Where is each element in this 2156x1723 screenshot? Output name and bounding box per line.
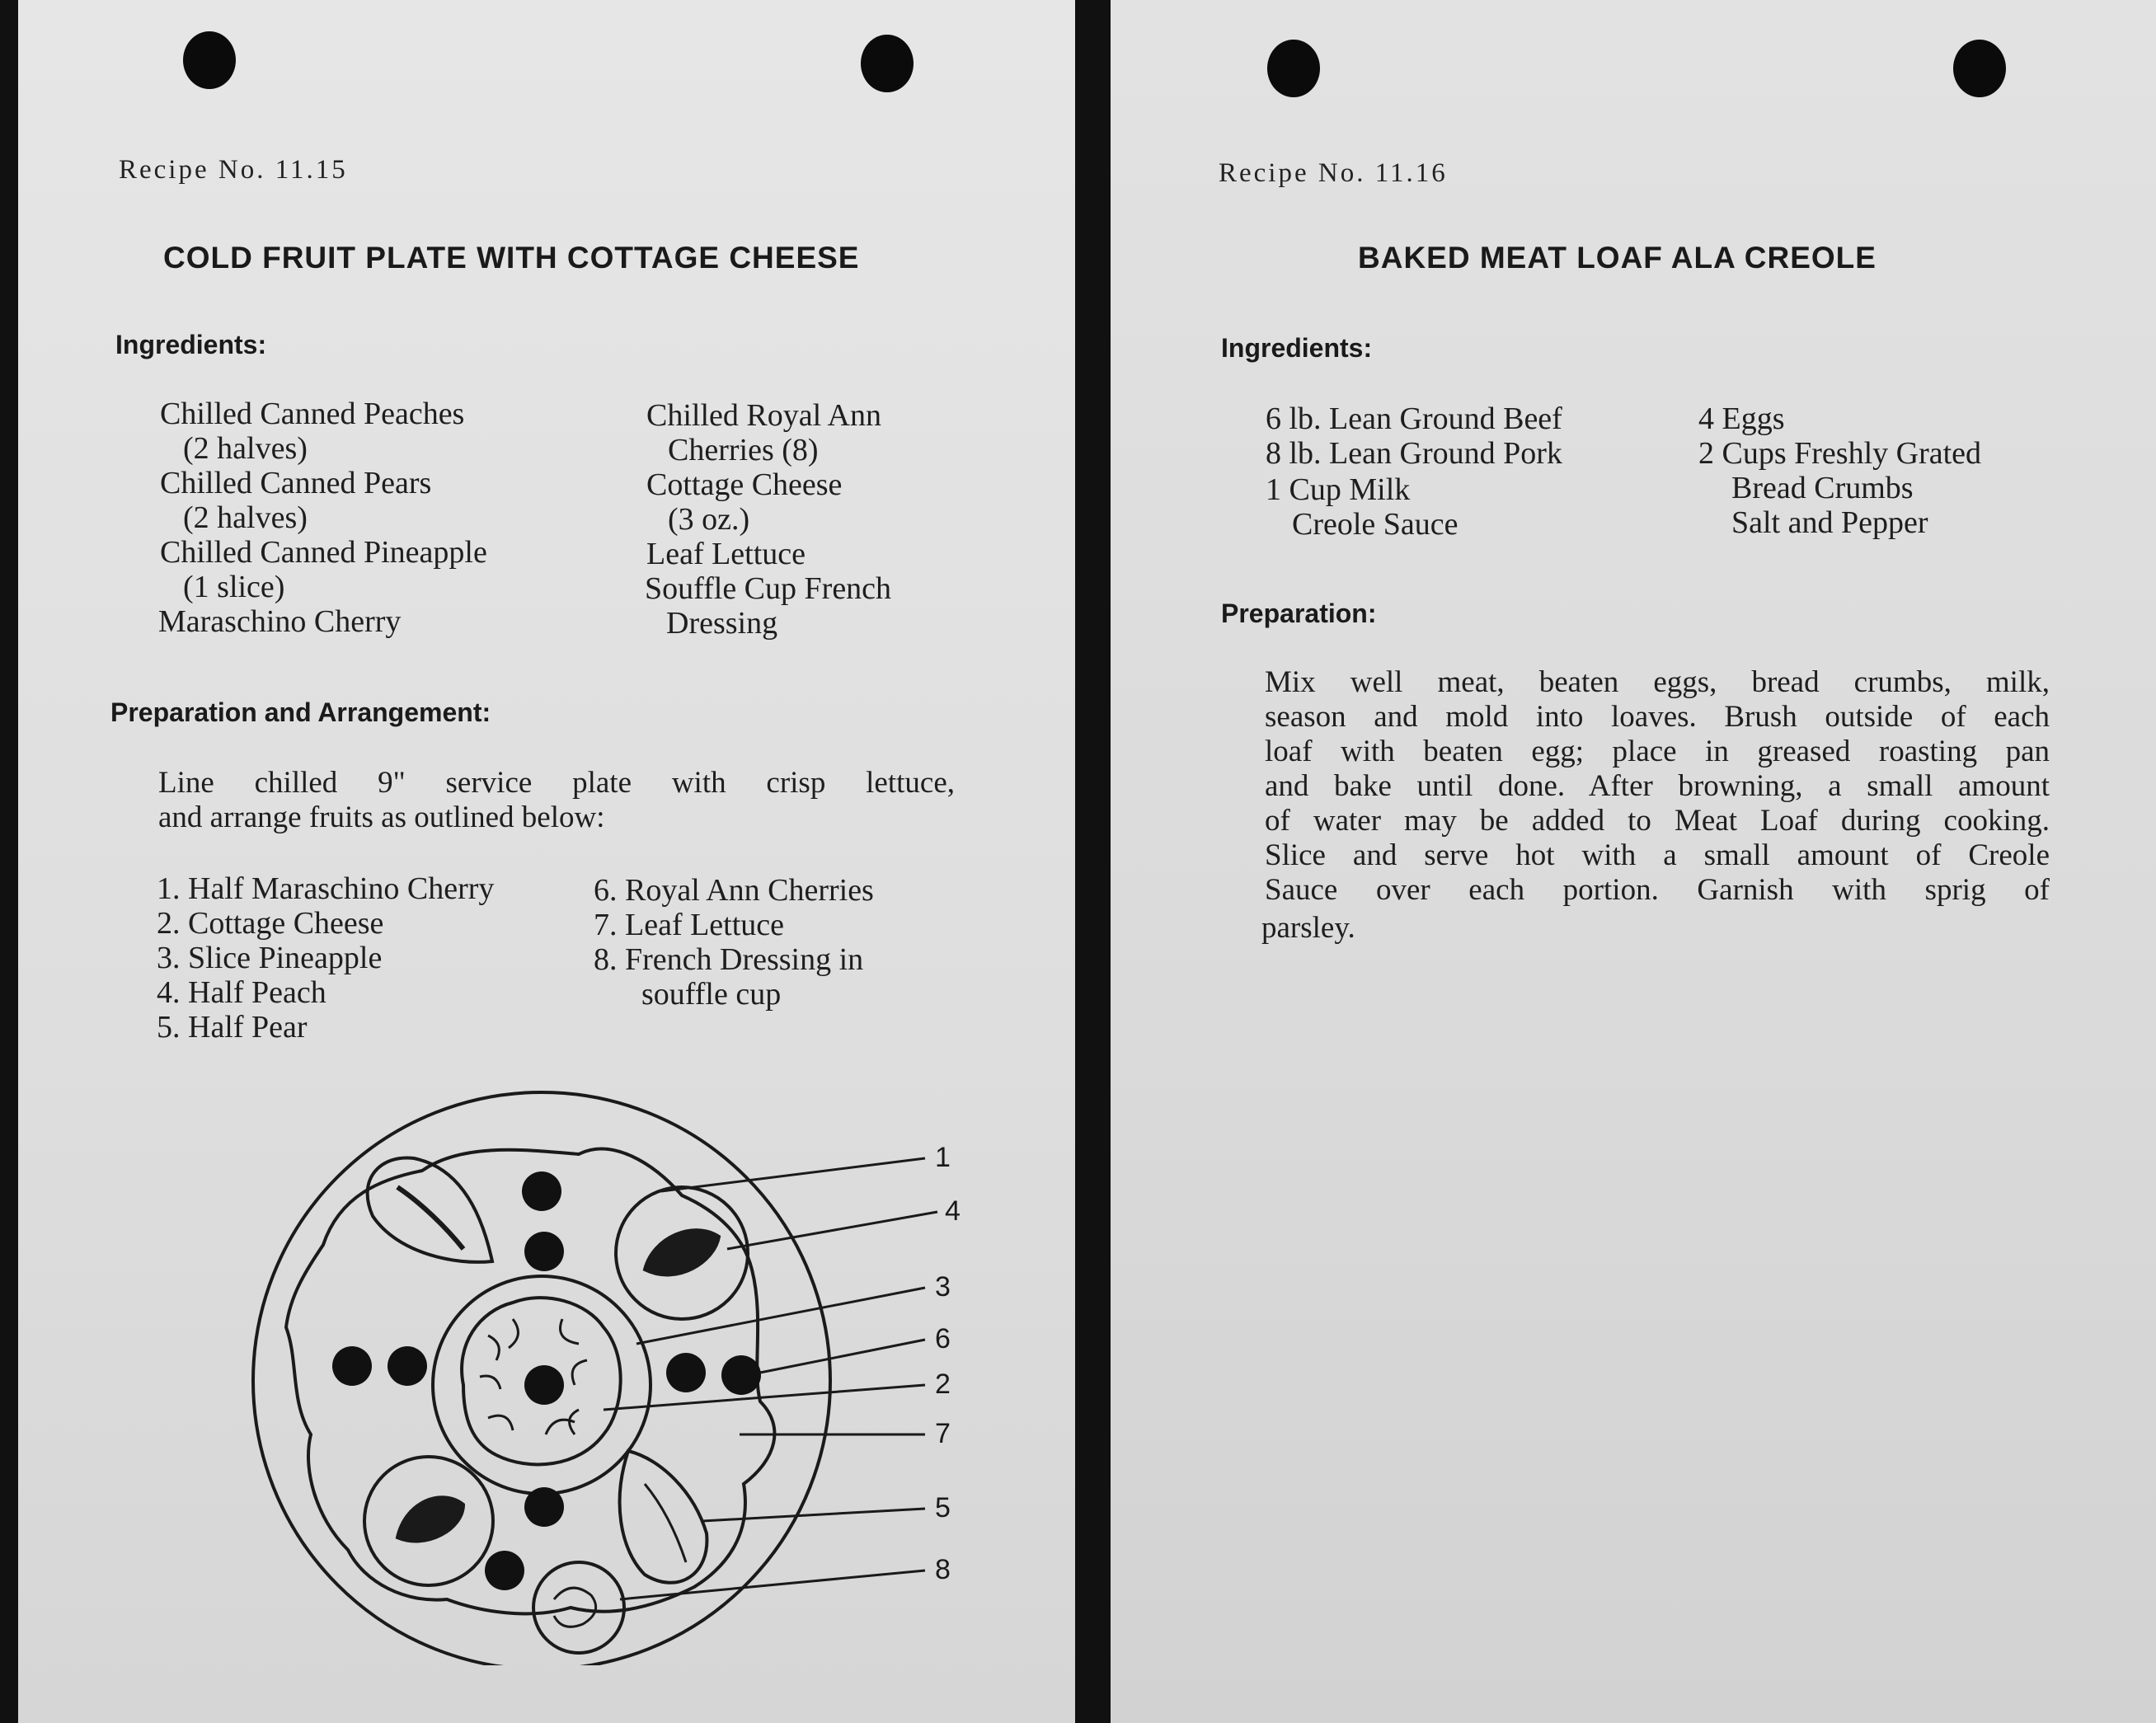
- ingredient-line: (1 slice): [183, 570, 285, 604]
- recipe-number: Recipe No. 11.16: [1219, 158, 1448, 188]
- plate-arrangement-diagram: [216, 1072, 975, 1665]
- ingredient-line: Bread Crumbs: [1731, 471, 1914, 505]
- recipe-card-11-15: [18, 0, 1075, 1723]
- ingredient-line: Cherries (8): [668, 433, 819, 467]
- diagram-label: 1: [935, 1142, 951, 1173]
- arrangement-item: 6. Royal Ann Cherries: [594, 873, 874, 908]
- arrangement-item: souffle cup: [641, 977, 782, 1012]
- recipe-card-11-16: [1111, 0, 2156, 1723]
- punch-hole: [861, 35, 914, 92]
- ingredient-line: 4 Eggs: [1698, 401, 1785, 436]
- diagram-label: 8: [935, 1554, 951, 1585]
- recipe-title: COLD FRUIT PLATE WITH COTTAGE CHEESE: [163, 241, 860, 275]
- preparation-heading: Preparation and Arrangement:: [110, 697, 491, 727]
- ingredient-line: Creole Sauce: [1292, 507, 1458, 542]
- preparation-line: of water may be added to Meat Loaf during cooking.: [1265, 804, 2050, 838]
- preparation-line: season and mold into loaves. Brush outside of each: [1265, 700, 2050, 734]
- recipe-number: Recipe No. 11.15: [119, 155, 348, 185]
- ingredient-line: Chilled Canned Pineapple: [160, 535, 487, 570]
- ingredients-heading: Ingredients:: [115, 330, 267, 359]
- diagram-label: 7: [935, 1418, 951, 1449]
- diagram-label: 3: [935, 1271, 951, 1303]
- ingredient-line: Chilled Canned Peaches: [160, 397, 465, 431]
- diagram-label: 2: [935, 1369, 951, 1400]
- arrangement-item: 1. Half Maraschino Cherry: [157, 871, 495, 906]
- diagram-label: 5: [935, 1492, 951, 1523]
- ingredient-line: 2 Cups Freshly Grated: [1698, 436, 1982, 471]
- ingredient-line: 6 lb. Lean Ground Beef: [1266, 401, 1562, 436]
- preparation-line: Mix well meat, beaten eggs, bread crumbs, milk,: [1265, 665, 2050, 699]
- souffle-cup: [533, 1562, 624, 1653]
- maraschino-cherry: [524, 1365, 564, 1405]
- ingredient-line: Chilled Canned Pears: [160, 466, 432, 500]
- ingredient-line: Maraschino Cherry: [158, 604, 402, 639]
- arrangement-item: 7. Leaf Lettuce: [594, 908, 785, 942]
- preparation-line: Line chilled 9" service plate with crisp lettuce,: [158, 766, 955, 800]
- diagram-label: 6: [935, 1323, 951, 1354]
- diagram-label: 4: [945, 1195, 961, 1227]
- preparation-line: and bake until done. After browning, a small amount: [1265, 769, 2050, 803]
- ingredient-line: (2 halves): [183, 431, 308, 466]
- ingredient-line: Salt and Pepper: [1731, 505, 1928, 540]
- arrangement-item: 8. French Dressing in: [594, 942, 864, 977]
- ingredient-line: Cottage Cheese: [646, 467, 843, 502]
- arrangement-item: 2. Cottage Cheese: [157, 906, 384, 941]
- preparation-line: and arrange fruits as outlined below:: [158, 800, 605, 834]
- arrangement-item: 3. Slice Pineapple: [157, 941, 383, 975]
- ingredient-line: 1 Cup Milk: [1266, 472, 1411, 507]
- ingredient-line: Dressing: [666, 606, 778, 641]
- arrangement-item: 4. Half Peach: [157, 975, 326, 1010]
- pear-half: [620, 1451, 707, 1583]
- arrangement-item: 5. Half Pear: [157, 1010, 308, 1045]
- preparation-line: Sauce over each portion. Garnish with sprig of: [1265, 873, 2050, 907]
- ingredient-line: Chilled Royal Ann: [646, 398, 881, 433]
- recipe-title: BAKED MEAT LOAF ALA CREOLE: [1358, 241, 1877, 275]
- ingredient-line: (2 halves): [183, 500, 308, 535]
- ingredient-line: Leaf Lettuce: [646, 537, 806, 571]
- preparation-line: parsley.: [1261, 911, 1355, 945]
- preparation-heading: Preparation:: [1221, 599, 1377, 628]
- ingredient-line: 8 lb. Lean Ground Pork: [1266, 436, 1562, 471]
- ingredient-line: (3 oz.): [668, 502, 750, 537]
- punch-hole: [1267, 40, 1320, 97]
- ingredient-line: Souffle Cup French: [645, 571, 892, 606]
- preparation-line: Slice and serve hot with a small amount of Creole: [1265, 838, 2050, 872]
- preparation-line: loaf with beaten egg; place in greased roasting pan: [1265, 735, 2050, 768]
- punch-hole: [1953, 40, 2006, 97]
- ingredients-heading: Ingredients:: [1221, 333, 1373, 363]
- punch-hole: [183, 31, 236, 89]
